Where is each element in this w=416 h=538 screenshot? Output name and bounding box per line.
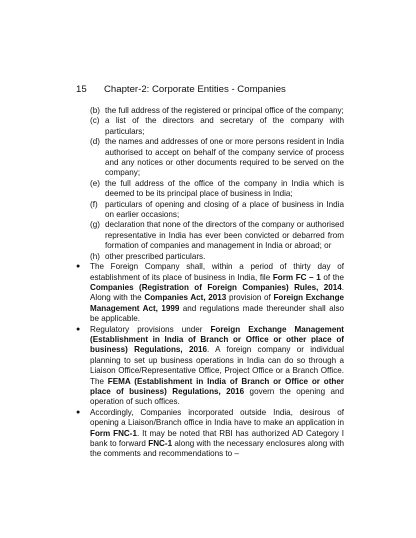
item-label: (e) xyxy=(90,178,100,188)
item-text: declaration that none of the directors of the company or authorised representative in India has ever been convicted or debarred from formation of companies and management in India or abroad; or xyxy=(105,220,344,251)
list-item xyxy=(76,179,344,200)
text-run: of the xyxy=(320,272,344,282)
bold-run: Foreign Exchange Management Act, 1999 xyxy=(90,293,345,313)
text-run: provision of xyxy=(226,293,274,303)
text-run: . It may be noted that RBI has authorized AD Category I bank to forward xyxy=(90,428,344,448)
text-run: govern the opening and operation of such offices. xyxy=(90,386,344,407)
bold-run: Foreign Exchange Management (Establishment in India of Branch or Office or other place of business) Regulations, 2016 xyxy=(90,324,344,355)
text-run: . A foreign company or individual planning to set up business operations in India can do so through a Liaison Office/Representative Office, Project Office or a Branch Office. The xyxy=(90,345,344,386)
bullet-text xyxy=(90,262,344,324)
text-run: Regulatory provisions under xyxy=(90,324,211,334)
bullet-text xyxy=(90,408,344,460)
item-label: (c) xyxy=(90,116,100,126)
list-item xyxy=(76,252,344,262)
bold-run: FNC-1 xyxy=(148,439,173,448)
bullet-paragraph xyxy=(76,325,344,408)
list-item xyxy=(76,137,344,179)
text-run: . Along with the xyxy=(90,282,344,303)
bullet-paragraph xyxy=(76,262,344,324)
bold-run: Companies Act, 2013 xyxy=(144,293,227,303)
text-run: Accordingly, Companies incorporated outside India, desirous of opening a Liaison/Branch office in India have to make an application in xyxy=(90,407,344,428)
item-text: the full address of the office of the company in India which is deemed to be its principal place of business in India; xyxy=(105,178,344,199)
page-header xyxy=(76,84,286,96)
item-text: a list of the directors and secretary of the company with particulars; xyxy=(105,116,344,136)
list-item xyxy=(76,220,344,251)
bullet-icon: ● xyxy=(76,408,81,416)
item-text: other prescribed particulars. xyxy=(105,251,206,261)
list-item xyxy=(76,106,344,116)
bullet-text xyxy=(90,325,344,408)
text-run: and regulations made thereunder shall also be applicable. xyxy=(90,303,344,324)
document-body xyxy=(76,106,344,460)
item-label: (f) xyxy=(90,199,98,209)
bold-run: Form FNC-1 xyxy=(90,428,137,438)
item-text: the names and addresses of one or more persons resident in India authorised to accept on behalf of the company service of process and any notices or other documents required to be served on the company; xyxy=(105,137,344,178)
item-label: (b) xyxy=(90,106,100,115)
list-item xyxy=(76,116,344,137)
item-label: (g) xyxy=(90,220,100,230)
list-item xyxy=(76,200,344,221)
bullet-icon: ● xyxy=(76,263,81,271)
text-run: along with the necessary enclosures along with the comments and recommendations to – xyxy=(90,439,344,459)
bullet-icon: ● xyxy=(76,325,81,333)
bold-run: Companies (Registration of Foreign Companies) Rules, 2014 xyxy=(90,282,342,292)
bullet-paragraph xyxy=(76,408,344,460)
bold-run: Form FC – 1 xyxy=(272,272,321,282)
bold-run: FEMA (Establishment in India of Branch or Office or other place of business) Regulations, 2016 xyxy=(90,376,344,396)
item-label: (h) xyxy=(90,251,100,261)
chapter-title: Chapter-2: Corporate Entities - Companies xyxy=(104,84,286,95)
item-label: (d) xyxy=(90,137,100,147)
text-run: The Foreign Company shall, within a period of thirty day of establishment of its place of business in India, file xyxy=(90,262,344,282)
item-text: particulars of opening and closing of a place of business in India on earlier occasions; xyxy=(105,199,344,220)
item-text: the full address of the registered or principal office of the company; xyxy=(105,106,344,115)
page-number: 15 xyxy=(76,84,87,95)
